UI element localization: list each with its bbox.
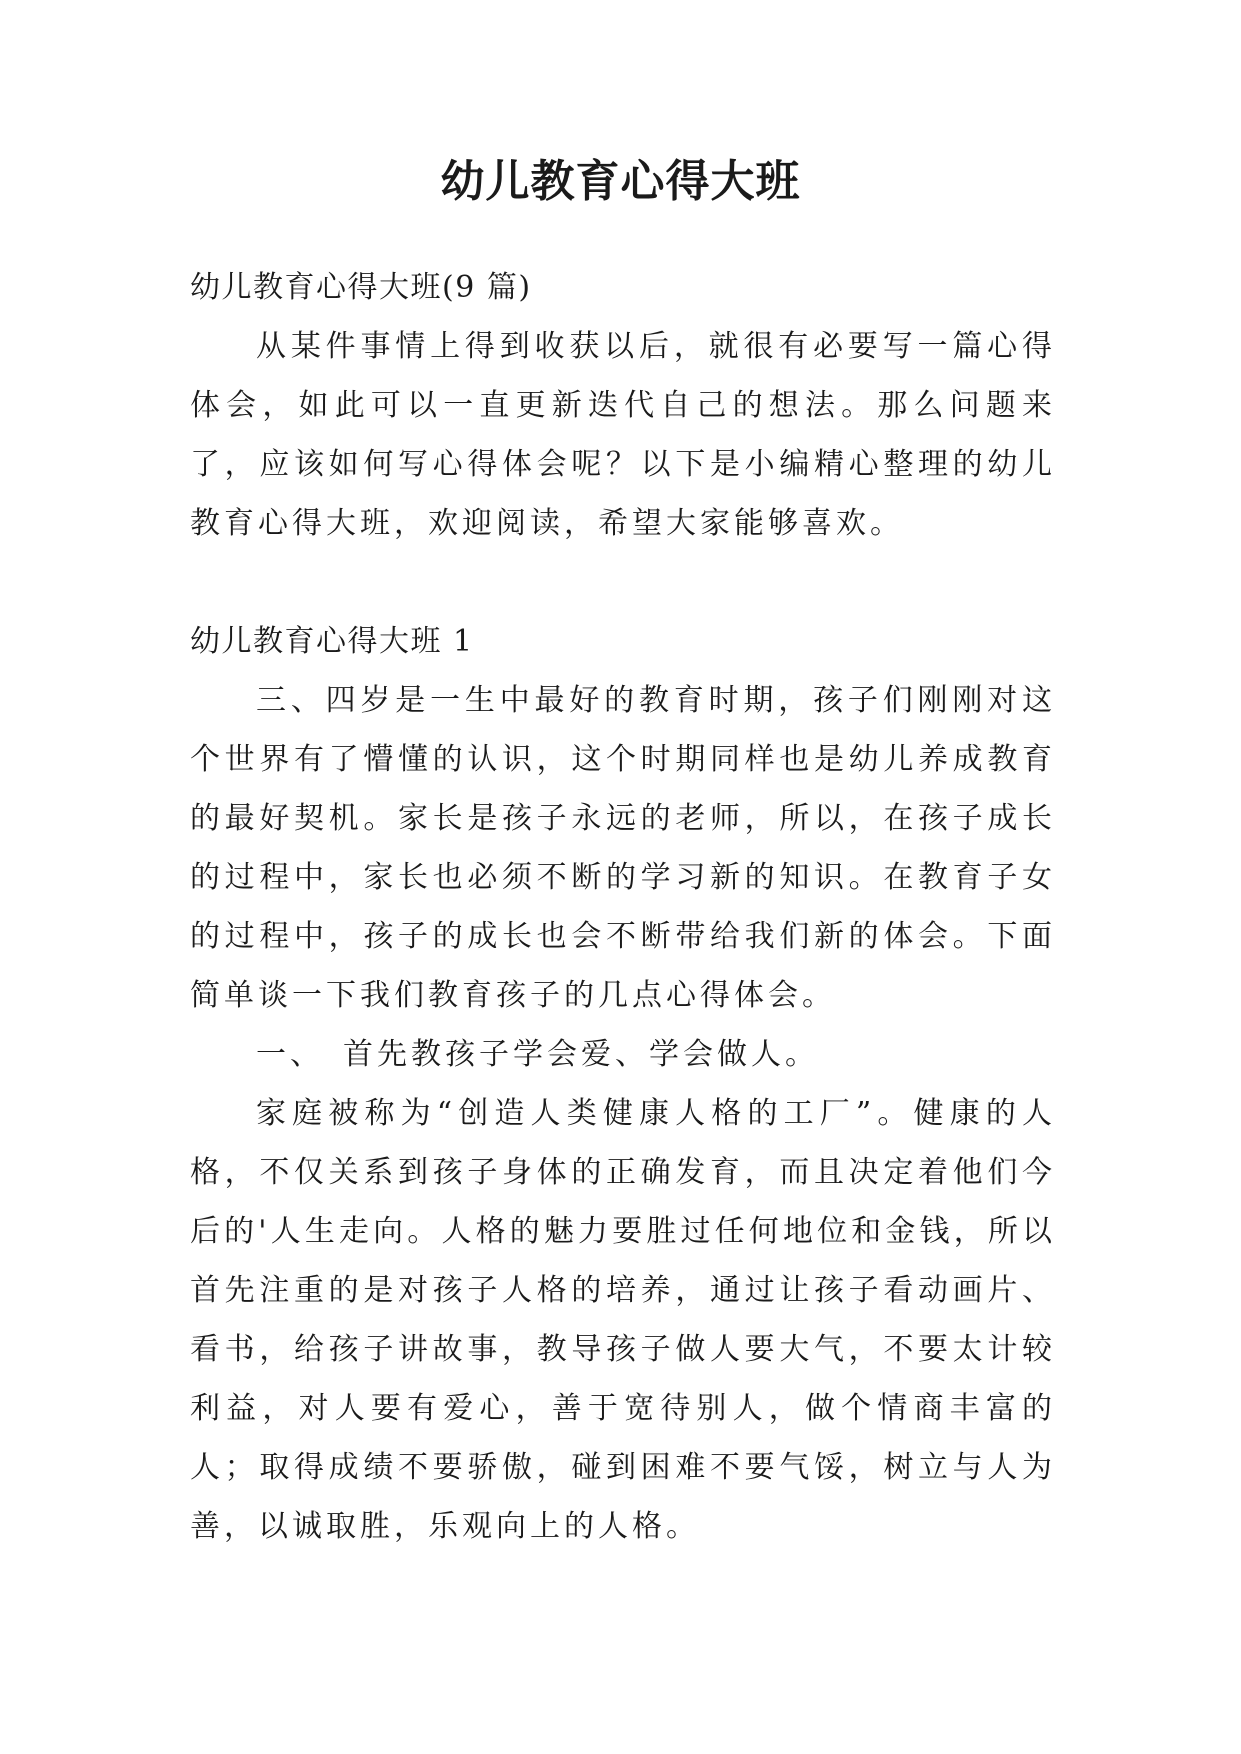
document-title: 幼儿教育心得大班 xyxy=(440,156,801,207)
section-paragraph: 家庭被称为“创造人类健康人格的工厂”。健康的人格，不仅关系到孩子身体的正确发育，而且决定着他们今后的'人生走向。人格的魅力要胜过任何地位和金钱，所以首先注重的是对孩子人格的培养，通过让孩子看动画片、看书，给孩子讲故事，教导孩子做人要大气，不要太计较利益，对人要有爱心，善于宽待别人，做个情商丰富的人；取得成绩不要骄傲，碰到困难不要气馁，树立与人为善，以诚取胜，乐观向上的人格。 xyxy=(190,1096,1056,1544)
section-paragraph: 三、四岁是一生中最好的教育时期，孩子们刚刚对这个世界有了懵懂的认识，这个时期同样也是幼儿养成教育的最好契机。家长是孩子永远的老师，所以，在孩子成长的过程中，家长也必须不断的学习新的知识。在教育子女的过程中，孩子的成长也会不断带给我们新的体会。下面简单谈一下我们教育孩子的几点心得体会。 xyxy=(190,683,1056,1013)
paragraph-spacer xyxy=(190,553,1056,612)
point-heading: 一、 首先教孩子学会爱、学会做人。 xyxy=(256,1037,819,1072)
section-heading: 幼儿教育心得大班 1 xyxy=(190,624,474,659)
intro-paragraph: 从某件事情上得到收获以后，就很有必要写一篇心得体会，如此可以一直更新迭代自己的想法。那么问题来了，应该如何写心得体会呢？以下是小编精心整理的幼儿教育心得大班，欢迎阅读，希望大家能够喜欢。 xyxy=(190,329,1056,541)
document-subtitle: 幼儿教育心得大班(9 篇) xyxy=(190,270,532,305)
document-body xyxy=(190,258,1056,1556)
